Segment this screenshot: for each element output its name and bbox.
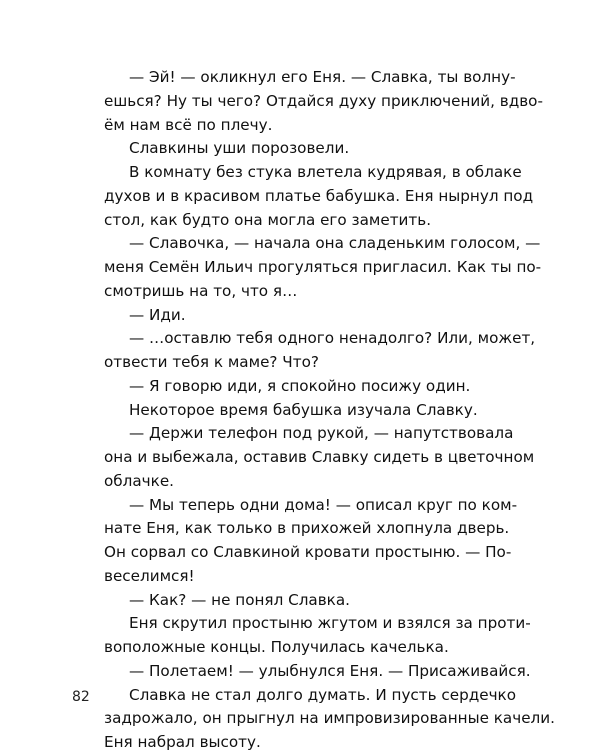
- text-line: духов и в красивом платье бабушка. Еня нырнул под: [104, 186, 534, 205]
- page-number: 82: [72, 689, 90, 705]
- text-line: — Мы теперь одни дома! — описал круг по ком-: [129, 495, 518, 514]
- text-line: — Иди.: [129, 305, 186, 324]
- text-line: — Как? — не понял Славка.: [129, 590, 350, 609]
- text-line: В комнату без стука влетела кудрявая, в облаке: [129, 163, 522, 181]
- text-line: она и выбежала, оставив Славку сидеть в цветочном: [104, 448, 535, 466]
- text-line: Славкины уши порозовели.: [129, 139, 350, 158]
- text-line: меня Семён Ильич прогуляться пригласил. Как ты по-: [104, 258, 542, 276]
- text-line: — Полетаем! — улыбнулся Еня. — Присаживайся.: [129, 661, 531, 680]
- text-line: воположные концы. Получилась качелька.: [104, 638, 449, 656]
- text-line: — Я говорю иди, я спокойно посижу один.: [129, 376, 471, 395]
- text-line: нате Еня, как только в прихожей хлопнула дверь.: [104, 519, 510, 538]
- text-line: — Эй! — окликнул его Еня. — Славка, ты волну-: [129, 68, 516, 86]
- text-line: отвести тебя к маме? Что?: [104, 353, 319, 371]
- text-line: ём нам всё по плечу.: [104, 115, 273, 134]
- text-line: Он сорвал со Славкиной кровати простыню. — По-: [104, 543, 512, 561]
- text-line: стол, как будто она могла его заметить.: [104, 210, 432, 229]
- text-line: Славка не стал долго думать. И пусть сердечко: [129, 685, 517, 704]
- text-line: задрожало, он прыгнул на импровизированные качели.: [104, 709, 555, 728]
- body-text: [104, 66, 555, 755]
- text-line: Еня скрутил простыню жгутом и взялся за проти-: [129, 614, 531, 633]
- text-line: — Держи телефон под рукой, — напутствовала: [129, 424, 514, 443]
- text-line: веселимся!: [104, 566, 195, 585]
- text-line: Еня набрал высоту.: [104, 733, 261, 751]
- text-line: — …оставлю тебя одного ненадолго? Или, может,: [129, 329, 536, 348]
- text-line: — Славочка, — начала она сладеньким голосом, —: [129, 234, 541, 253]
- text-line: облачке.: [104, 471, 174, 490]
- text-line: смотришь на то, что я…: [104, 281, 298, 300]
- text-line: Некоторое время бабушка изучала Славку.: [129, 400, 478, 419]
- text-line: ешься? Ну ты чего? Отдайся духу приключений, вдво-: [104, 91, 543, 110]
